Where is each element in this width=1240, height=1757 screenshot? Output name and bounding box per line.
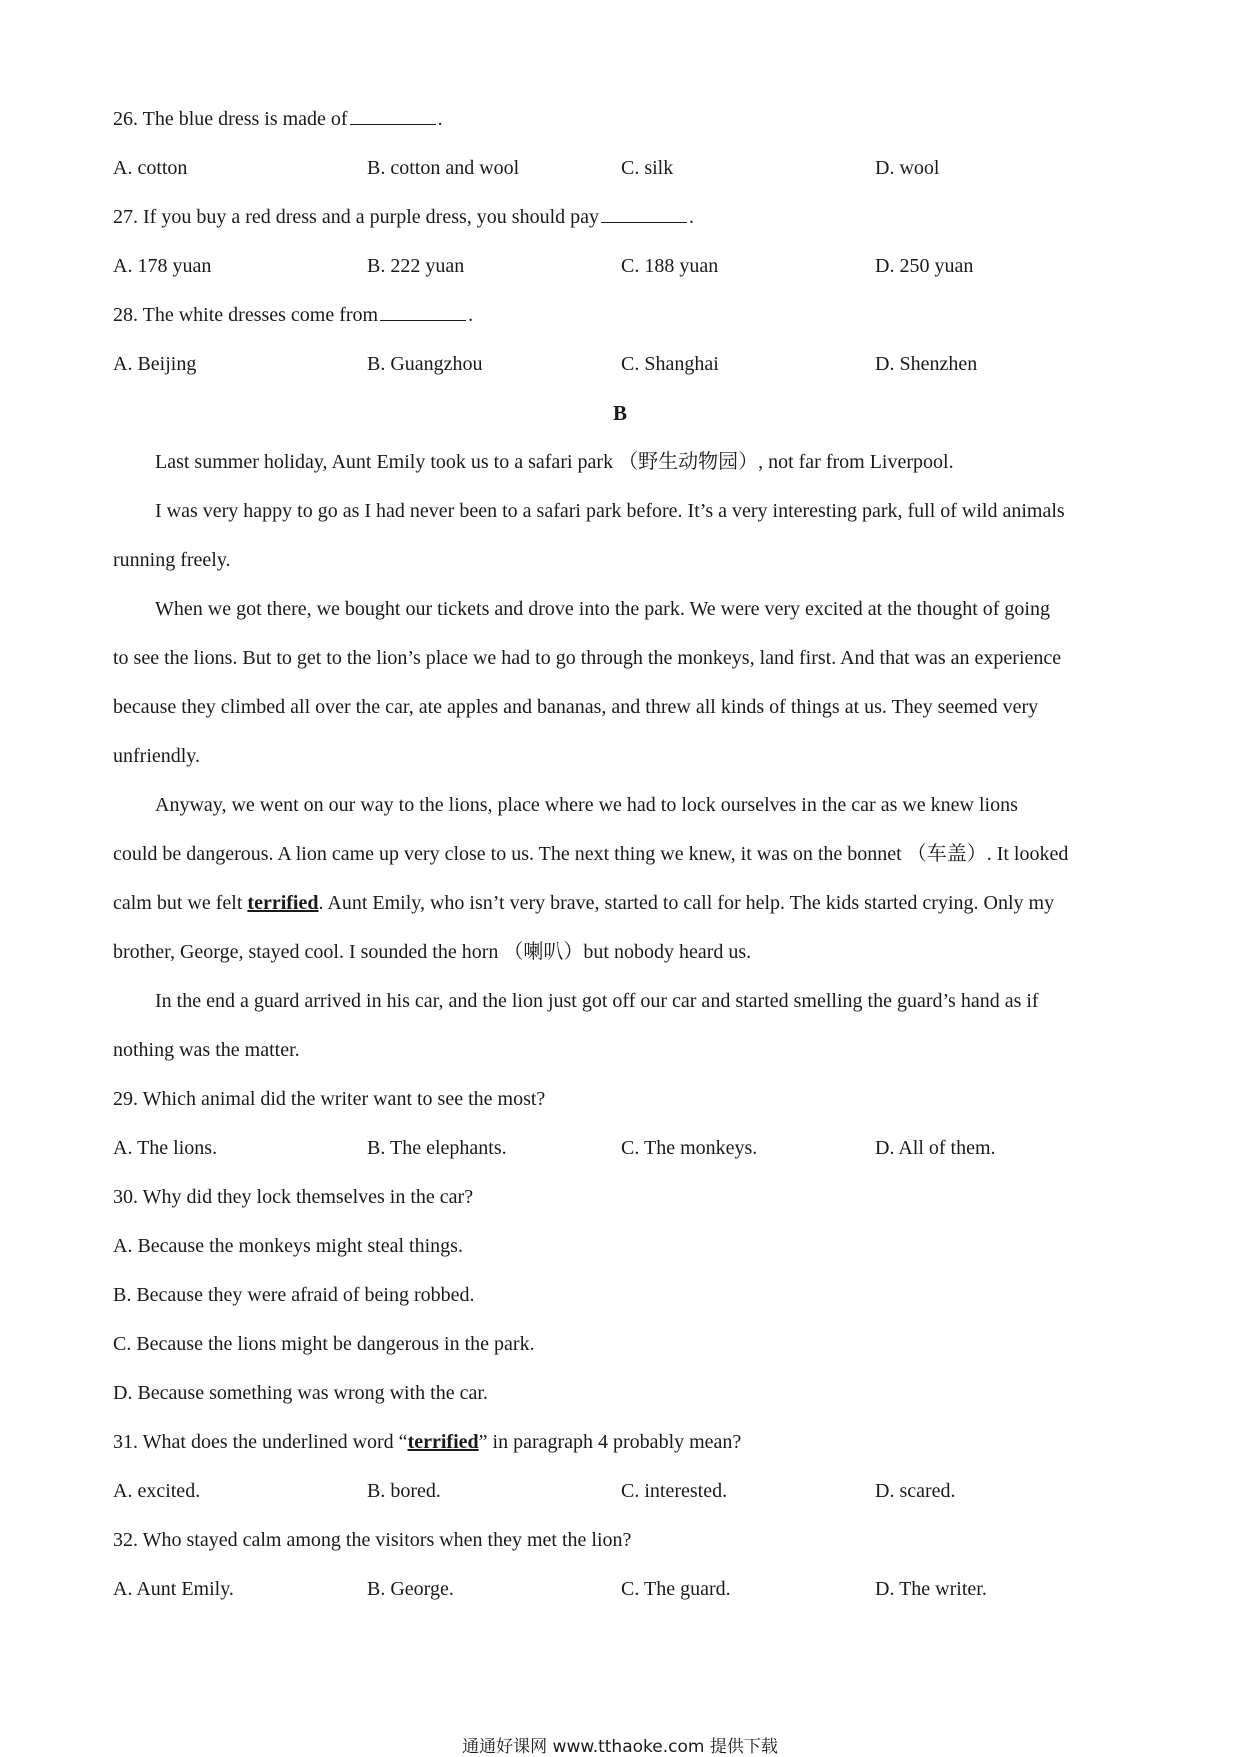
passage-paragraph-5-line-2: nothing was the matter.: [113, 1039, 300, 1061]
question-29-stem: 29. Which animal did the writer want to see the most?: [113, 1088, 546, 1110]
q26-option-b: B. cotton and wool: [367, 157, 520, 179]
answer-blank: [350, 108, 436, 125]
passage-paragraph-3-line-4: unfriendly.: [113, 745, 201, 767]
question-26-stem: 26. The blue dress is made of .: [113, 108, 443, 130]
passage-paragraph-4-line-4: brother, George, stayed cool. I sounded the horn （喇叭）but nobody heard us.: [113, 941, 752, 963]
q26-option-d: D. wool: [875, 157, 940, 179]
passage-paragraph-3-line-3: because they climbed all over the car, ate apples and bananas, and threw all kinds of things at us. They seemed very: [113, 696, 1039, 718]
q30-option-a: A. Because the monkeys might steal things.: [113, 1235, 463, 1257]
q32-option-b: B. George.: [367, 1578, 454, 1600]
q27-option-b: B. 222 yuan: [367, 255, 465, 277]
question-31-stem: 31. What does the underlined word “terrified” in paragraph 4 probably mean?: [113, 1431, 742, 1453]
question-28-stem: 28. The white dresses come from .: [113, 304, 474, 326]
q32-option-c: C. The guard.: [621, 1578, 731, 1600]
q31-option-d: D. scared.: [875, 1480, 956, 1502]
question-30-stem: 30. Why did they lock themselves in the car?: [113, 1186, 474, 1208]
q26-option-c: C. silk: [621, 157, 674, 179]
underlined-word: terrified: [407, 1431, 479, 1453]
passage-paragraph-5-line-1: In the end a guard arrived in his car, and the lion just got off our car and started smelling the guard’s hand as if: [155, 990, 1039, 1012]
q32-option-a: A. Aunt Emily.: [113, 1578, 234, 1600]
passage-paragraph-3-line-1: When we got there, we bought our tickets and drove into the park. We were very excited at the thought of going: [155, 598, 1050, 620]
q29-option-b: B. The elephants.: [367, 1137, 507, 1159]
q28-option-a: A. Beijing: [113, 353, 197, 375]
q27-option-d: D. 250 yuan: [875, 255, 974, 277]
passage-paragraph-4-line-3: calm but we felt terrified. Aunt Emily, who isn’t very brave, started to call for help. The kids started crying. Only my: [113, 892, 1055, 914]
passage-paragraph-4-line-2: could be dangerous. A lion came up very close to us. The next thing we knew, it was on the bonnet （车盖）. It looked: [113, 843, 1069, 865]
q28-option-c: C. Shanghai: [621, 353, 719, 375]
q27-option-a: A. 178 yuan: [113, 255, 212, 277]
q26-option-a: A. cotton: [113, 157, 188, 179]
passage-paragraph-2-line-1: I was very happy to go as I had never been to a safari park before. It’s a very interesting park, full of wild animals: [155, 500, 1065, 522]
q30-option-c: C. Because the lions might be dangerous in the park.: [113, 1333, 535, 1355]
q29-option-a: A. The lions.: [113, 1137, 218, 1159]
q29-option-c: C. The monkeys.: [621, 1137, 758, 1159]
passage-paragraph-4-line-1: Anyway, we went on our way to the lions, place where we had to lock ourselves in the car as we knew lions: [155, 794, 1018, 816]
q31-option-a: A. excited.: [113, 1480, 201, 1502]
q31-option-b: B. bored.: [367, 1480, 441, 1502]
section-heading: B: [612, 401, 627, 425]
page-footer: 通通好课网 www.tthaoke.com 提供下载: [462, 1737, 778, 1757]
q27-option-c: C. 188 yuan: [621, 255, 719, 277]
passage-paragraph-2-line-2: running freely.: [113, 549, 231, 571]
q28-option-b: B. Guangzhou: [367, 353, 483, 375]
passage-paragraph-1: Last summer holiday, Aunt Emily took us to a safari park （野生动物园）, not far from Liverpool.: [155, 451, 954, 473]
q29-option-d: D. All of them.: [875, 1137, 996, 1159]
q32-option-d: D. The writer.: [875, 1578, 987, 1600]
question-32-stem: 32. Who stayed calm among the visitors when they met the lion?: [113, 1529, 632, 1551]
question-27-stem: 27. If you buy a red dress and a purple dress, you should pay .: [113, 206, 695, 228]
answer-blank: [601, 206, 687, 223]
underlined-word: terrified: [247, 892, 319, 914]
q30-option-d: D. Because something was wrong with the car.: [113, 1382, 488, 1404]
q31-option-c: C. interested.: [621, 1480, 728, 1502]
answer-blank: [380, 304, 466, 321]
q30-option-b: B. Because they were afraid of being robbed.: [113, 1284, 475, 1306]
q28-option-d: D. Shenzhen: [875, 353, 978, 375]
passage-paragraph-3-line-2: to see the lions. But to get to the lion’s place we had to go through the monkeys, land first. And that was an experience: [113, 647, 1062, 669]
